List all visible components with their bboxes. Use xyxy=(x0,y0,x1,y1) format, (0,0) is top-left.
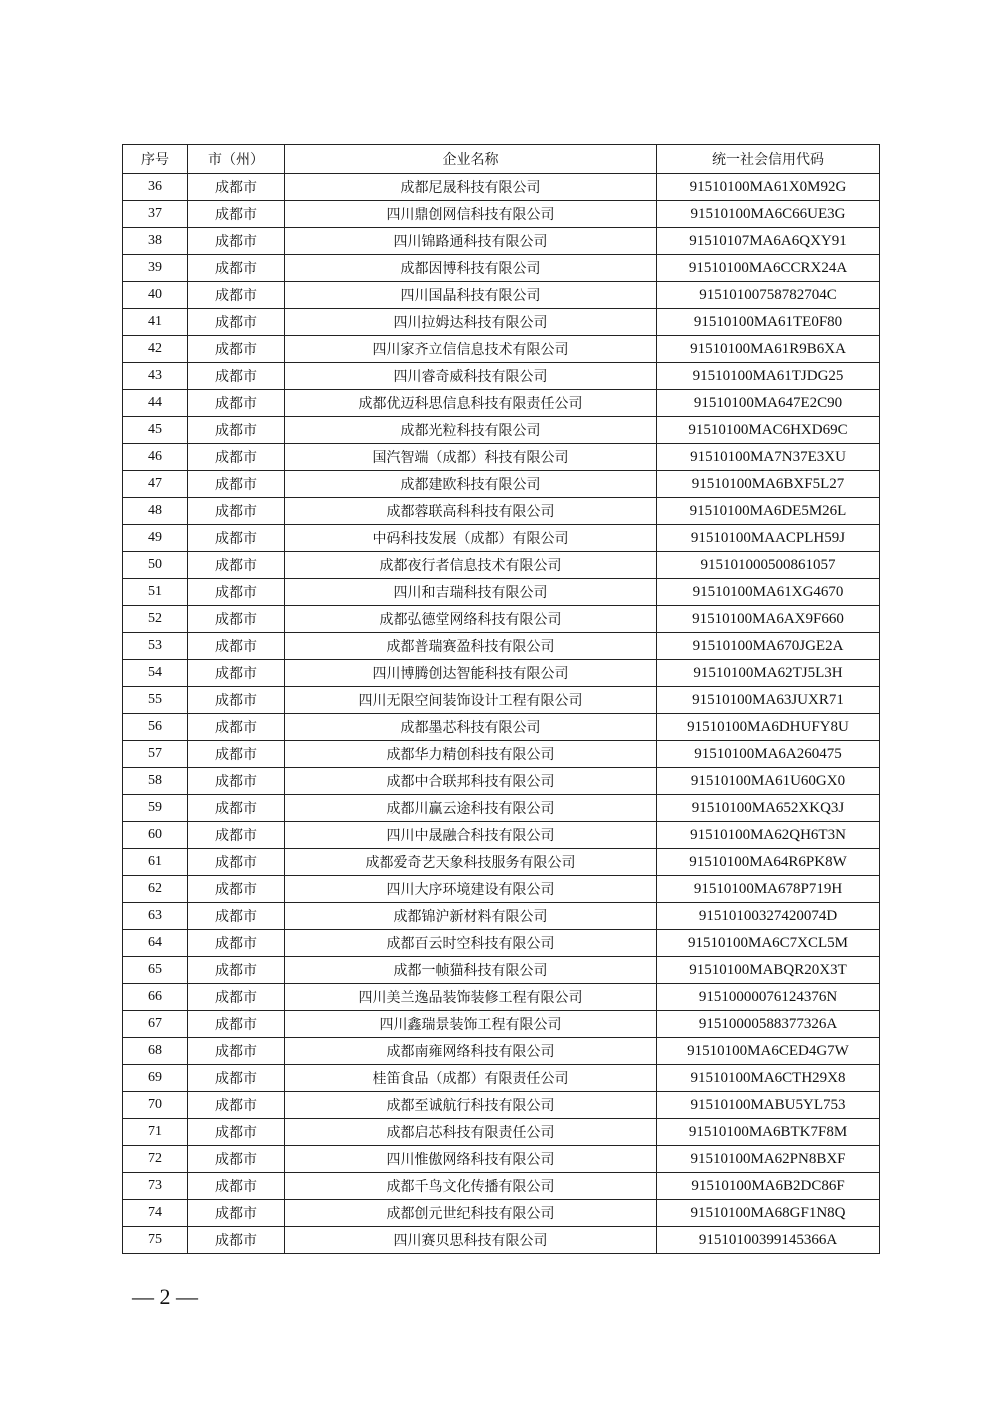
credit-code-cell: 91510100MA61XG4670 xyxy=(657,579,880,606)
header-enterprise-name: 企业名称 xyxy=(285,145,657,174)
city-cell: 成都市 xyxy=(188,768,285,795)
table-row xyxy=(123,849,880,876)
credit-code-cell: 91510100MABQR20X3T xyxy=(657,957,880,984)
serial-number-cell: 53 xyxy=(123,633,188,660)
table-row xyxy=(123,1092,880,1119)
serial-number-cell: 38 xyxy=(123,228,188,255)
serial-number-cell: 58 xyxy=(123,768,188,795)
credit-code-cell: 91510100MABU5YL753 xyxy=(657,1092,880,1119)
city-cell: 成都市 xyxy=(188,471,285,498)
credit-code-cell: 91510100MA61TJDG25 xyxy=(657,363,880,390)
serial-number-cell: 52 xyxy=(123,606,188,633)
city-cell: 成都市 xyxy=(188,876,285,903)
serial-number-cell: 66 xyxy=(123,984,188,1011)
city-cell: 成都市 xyxy=(188,714,285,741)
enterprise-name-cell: 成都尼晟科技有限公司 xyxy=(285,174,657,201)
credit-code-cell: 91510100MA61TE0F80 xyxy=(657,309,880,336)
enterprise-name-cell: 成都至诚航行科技有限公司 xyxy=(285,1092,657,1119)
serial-number-cell: 65 xyxy=(123,957,188,984)
city-cell: 成都市 xyxy=(188,1092,285,1119)
header-serial-number: 序号 xyxy=(123,145,188,174)
city-cell: 成都市 xyxy=(188,336,285,363)
city-cell: 成都市 xyxy=(188,201,285,228)
credit-code-cell: 91510000588377326A xyxy=(657,1011,880,1038)
credit-code-cell: 91510100MA62TJ5L3H xyxy=(657,660,880,687)
serial-number-cell: 68 xyxy=(123,1038,188,1065)
enterprise-name-cell: 四川鼎创网信科技有限公司 xyxy=(285,201,657,228)
table-row xyxy=(123,741,880,768)
credit-code-cell: 91510100MA61X0M92G xyxy=(657,174,880,201)
city-cell: 成都市 xyxy=(188,417,285,444)
enterprise-name-cell: 成都夜行者信息技术有限公司 xyxy=(285,552,657,579)
enterprise-name-cell: 成都华力精创科技有限公司 xyxy=(285,741,657,768)
serial-number-cell: 69 xyxy=(123,1065,188,1092)
serial-number-cell: 64 xyxy=(123,930,188,957)
credit-code-cell: 91510100MA6DHUFY8U xyxy=(657,714,880,741)
enterprise-name-cell: 成都因博科技有限公司 xyxy=(285,255,657,282)
serial-number-cell: 40 xyxy=(123,282,188,309)
table-row xyxy=(123,660,880,687)
serial-number-cell: 74 xyxy=(123,1200,188,1227)
city-cell: 成都市 xyxy=(188,849,285,876)
serial-number-cell: 55 xyxy=(123,687,188,714)
city-cell: 成都市 xyxy=(188,741,285,768)
serial-number-cell: 48 xyxy=(123,498,188,525)
enterprise-name-cell: 成都优迈科思信息科技有限责任公司 xyxy=(285,390,657,417)
serial-number-cell: 49 xyxy=(123,525,188,552)
enterprise-name-cell: 桂笛食品（成都）有限责任公司 xyxy=(285,1065,657,1092)
serial-number-cell: 71 xyxy=(123,1119,188,1146)
credit-code-cell: 91510100MA6BTK7F8M xyxy=(657,1119,880,1146)
serial-number-cell: 47 xyxy=(123,471,188,498)
serial-number-cell: 60 xyxy=(123,822,188,849)
header-credit-code: 统一社会信用代码 xyxy=(657,145,880,174)
enterprise-name-cell: 四川拉姆达科技有限公司 xyxy=(285,309,657,336)
serial-number-cell: 45 xyxy=(123,417,188,444)
table-row xyxy=(123,336,880,363)
table-row xyxy=(123,714,880,741)
enterprise-name-cell: 成都中合联邦科技有限公司 xyxy=(285,768,657,795)
city-cell: 成都市 xyxy=(188,606,285,633)
enterprise-name-cell: 成都光粒科技有限公司 xyxy=(285,417,657,444)
enterprise-name-cell: 四川美兰逸品装饰装修工程有限公司 xyxy=(285,984,657,1011)
enterprise-name-cell: 成都建欧科技有限公司 xyxy=(285,471,657,498)
table-row xyxy=(123,1146,880,1173)
enterprise-name-cell: 四川大序环境建设有限公司 xyxy=(285,876,657,903)
enterprise-name-cell: 成都启芯科技有限责任公司 xyxy=(285,1119,657,1146)
credit-code-cell: 91510100399145366A xyxy=(657,1227,880,1254)
table-row xyxy=(123,471,880,498)
credit-code-cell: 91510100MA6C7XCL5M xyxy=(657,930,880,957)
credit-code-cell: 91510100MA647E2C90 xyxy=(657,390,880,417)
table-row xyxy=(123,606,880,633)
serial-number-cell: 50 xyxy=(123,552,188,579)
enterprise-name-cell: 成都爱奇艺天象科技服务有限公司 xyxy=(285,849,657,876)
enterprise-name-cell: 中码科技发展（成都）有限公司 xyxy=(285,525,657,552)
enterprise-name-cell: 四川惟傲网络科技有限公司 xyxy=(285,1146,657,1173)
enterprise-name-cell: 成都创元世纪科技有限公司 xyxy=(285,1200,657,1227)
table-row xyxy=(123,1173,880,1200)
credit-code-cell: 91510100MA7N37E3XU xyxy=(657,444,880,471)
enterprise-name-cell: 成都百云时空科技有限公司 xyxy=(285,930,657,957)
table-row xyxy=(123,1011,880,1038)
credit-code-cell: 91510100MA63JUXR71 xyxy=(657,687,880,714)
credit-code-cell: 91510100MA6BXF5L27 xyxy=(657,471,880,498)
enterprise-name-cell: 成都弘德堂网络科技有限公司 xyxy=(285,606,657,633)
credit-code-cell: 91510100MA6CCRX24A xyxy=(657,255,880,282)
serial-number-cell: 46 xyxy=(123,444,188,471)
serial-number-cell: 59 xyxy=(123,795,188,822)
enterprise-name-cell: 成都蓉联高科科技有限公司 xyxy=(285,498,657,525)
serial-number-cell: 51 xyxy=(123,579,188,606)
city-cell: 成都市 xyxy=(188,255,285,282)
enterprise-name-cell: 四川睿奇威科技有限公司 xyxy=(285,363,657,390)
enterprise-name-cell: 四川鑫瑞景装饰工程有限公司 xyxy=(285,1011,657,1038)
city-cell: 成都市 xyxy=(188,1173,285,1200)
serial-number-cell: 56 xyxy=(123,714,188,741)
city-cell: 成都市 xyxy=(188,363,285,390)
table-row xyxy=(123,390,880,417)
credit-code-cell: 91510100MA62PN8BXF xyxy=(657,1146,880,1173)
credit-code-cell: 91510100MA6DE5M26L xyxy=(657,498,880,525)
table-row xyxy=(123,444,880,471)
table-row xyxy=(123,201,880,228)
table-body xyxy=(123,174,880,1254)
credit-code-cell: 91510100MA6CED4G7W xyxy=(657,1038,880,1065)
city-cell: 成都市 xyxy=(188,282,285,309)
table-row xyxy=(123,525,880,552)
city-cell: 成都市 xyxy=(188,957,285,984)
serial-number-cell: 44 xyxy=(123,390,188,417)
city-cell: 成都市 xyxy=(188,525,285,552)
credit-code-cell: 91510100MA670JGE2A xyxy=(657,633,880,660)
table-row xyxy=(123,552,880,579)
enterprise-name-cell: 国汽智端（成都）科技有限公司 xyxy=(285,444,657,471)
serial-number-cell: 41 xyxy=(123,309,188,336)
city-cell: 成都市 xyxy=(188,579,285,606)
enterprise-name-cell: 成都川赢云途科技有限公司 xyxy=(285,795,657,822)
credit-code-cell: 91510100MA678P719H xyxy=(657,876,880,903)
table-row xyxy=(123,903,880,930)
city-cell: 成都市 xyxy=(188,1146,285,1173)
serial-number-cell: 57 xyxy=(123,741,188,768)
table-row xyxy=(123,768,880,795)
enterprise-name-cell: 成都千鸟文化传播有限公司 xyxy=(285,1173,657,1200)
credit-code-cell: 91510100MA6B2DC86F xyxy=(657,1173,880,1200)
city-cell: 成都市 xyxy=(188,1119,285,1146)
table-row xyxy=(123,1119,880,1146)
table-row xyxy=(123,1065,880,1092)
enterprise-name-cell: 四川国晶科技有限公司 xyxy=(285,282,657,309)
enterprise-name-cell: 成都一帧猫科技有限公司 xyxy=(285,957,657,984)
city-cell: 成都市 xyxy=(188,930,285,957)
credit-code-cell: 91510107MA6A6QXY91 xyxy=(657,228,880,255)
serial-number-cell: 54 xyxy=(123,660,188,687)
serial-number-cell: 36 xyxy=(123,174,188,201)
credit-code-cell: 91510100MA652XKQ3J xyxy=(657,795,880,822)
city-cell: 成都市 xyxy=(188,174,285,201)
table-row xyxy=(123,984,880,1011)
credit-code-cell: 91510100758782704C xyxy=(657,282,880,309)
enterprise-name-cell: 四川博腾创达智能科技有限公司 xyxy=(285,660,657,687)
credit-code-cell: 91510100MA68GF1N8Q xyxy=(657,1200,880,1227)
table-row xyxy=(123,795,880,822)
city-cell: 成都市 xyxy=(188,633,285,660)
credit-code-cell: 91510100MA62QH6T3N xyxy=(657,822,880,849)
enterprise-name-cell: 成都南雍网络科技有限公司 xyxy=(285,1038,657,1065)
table-row xyxy=(123,417,880,444)
credit-code-cell: 91510100MA6CTH29X8 xyxy=(657,1065,880,1092)
table-row xyxy=(123,174,880,201)
credit-code-cell: 91510100MAC6HXD69C xyxy=(657,417,880,444)
table-row xyxy=(123,1200,880,1227)
credit-code-cell: 91510000076124376N xyxy=(657,984,880,1011)
serial-number-cell: 67 xyxy=(123,1011,188,1038)
enterprise-name-cell: 成都墨芯科技有限公司 xyxy=(285,714,657,741)
serial-number-cell: 61 xyxy=(123,849,188,876)
serial-number-cell: 39 xyxy=(123,255,188,282)
serial-number-cell: 73 xyxy=(123,1173,188,1200)
city-cell: 成都市 xyxy=(188,687,285,714)
table-row xyxy=(123,282,880,309)
city-cell: 成都市 xyxy=(188,552,285,579)
enterprise-name-cell: 四川和吉瑞科技有限公司 xyxy=(285,579,657,606)
credit-code-cell: 91510100MA61R9B6XA xyxy=(657,336,880,363)
city-cell: 成都市 xyxy=(188,984,285,1011)
table-header-row xyxy=(123,145,880,174)
enterprise-name-cell: 四川中晟融合科技有限公司 xyxy=(285,822,657,849)
city-cell: 成都市 xyxy=(188,1038,285,1065)
city-cell: 成都市 xyxy=(188,795,285,822)
city-cell: 成都市 xyxy=(188,1011,285,1038)
city-cell: 成都市 xyxy=(188,1065,285,1092)
table-row xyxy=(123,363,880,390)
table-row xyxy=(123,579,880,606)
credit-code-cell: 91510100MA61U60GX0 xyxy=(657,768,880,795)
table-row xyxy=(123,822,880,849)
credit-code-cell: 91510100327420074D xyxy=(657,903,880,930)
city-cell: 成都市 xyxy=(188,903,285,930)
city-cell: 成都市 xyxy=(188,1200,285,1227)
serial-number-cell: 42 xyxy=(123,336,188,363)
city-cell: 成都市 xyxy=(188,309,285,336)
serial-number-cell: 62 xyxy=(123,876,188,903)
serial-number-cell: 70 xyxy=(123,1092,188,1119)
credit-code-cell: 915101000500861057 xyxy=(657,552,880,579)
serial-number-cell: 72 xyxy=(123,1146,188,1173)
serial-number-cell: 63 xyxy=(123,903,188,930)
table-row xyxy=(123,957,880,984)
credit-code-cell: 91510100MA6A260475 xyxy=(657,741,880,768)
table-row xyxy=(123,255,880,282)
enterprise-name-cell: 成都普瑞赛盈科技有限公司 xyxy=(285,633,657,660)
enterprise-name-cell: 成都锦沪新材料有限公司 xyxy=(285,903,657,930)
enterprise-table xyxy=(122,144,880,1254)
enterprise-name-cell: 四川家齐立信信息技术有限公司 xyxy=(285,336,657,363)
table-row xyxy=(123,498,880,525)
table-row xyxy=(123,309,880,336)
page-number: — 2 — xyxy=(132,1284,198,1309)
credit-code-cell: 91510100MA6C66UE3G xyxy=(657,201,880,228)
city-cell: 成都市 xyxy=(188,390,285,417)
city-cell: 成都市 xyxy=(188,498,285,525)
header-city: 市（州） xyxy=(188,145,285,174)
table-row xyxy=(123,633,880,660)
enterprise-name-cell: 四川锦路通科技有限公司 xyxy=(285,228,657,255)
table-row xyxy=(123,1227,880,1254)
city-cell: 成都市 xyxy=(188,660,285,687)
table-row xyxy=(123,228,880,255)
city-cell: 成都市 xyxy=(188,822,285,849)
credit-code-cell: 91510100MAACPLH59J xyxy=(657,525,880,552)
city-cell: 成都市 xyxy=(188,444,285,471)
enterprise-name-cell: 四川赛贝思科技有限公司 xyxy=(285,1227,657,1254)
serial-number-cell: 37 xyxy=(123,201,188,228)
city-cell: 成都市 xyxy=(188,228,285,255)
serial-number-cell: 43 xyxy=(123,363,188,390)
serial-number-cell: 75 xyxy=(123,1227,188,1254)
city-cell: 成都市 xyxy=(188,1227,285,1254)
table-row xyxy=(123,687,880,714)
table-row xyxy=(123,876,880,903)
enterprise-name-cell: 四川无限空间装饰设计工程有限公司 xyxy=(285,687,657,714)
credit-code-cell: 91510100MA6AX9F660 xyxy=(657,606,880,633)
table-row xyxy=(123,1038,880,1065)
table-row xyxy=(123,930,880,957)
credit-code-cell: 91510100MA64R6PK8W xyxy=(657,849,880,876)
